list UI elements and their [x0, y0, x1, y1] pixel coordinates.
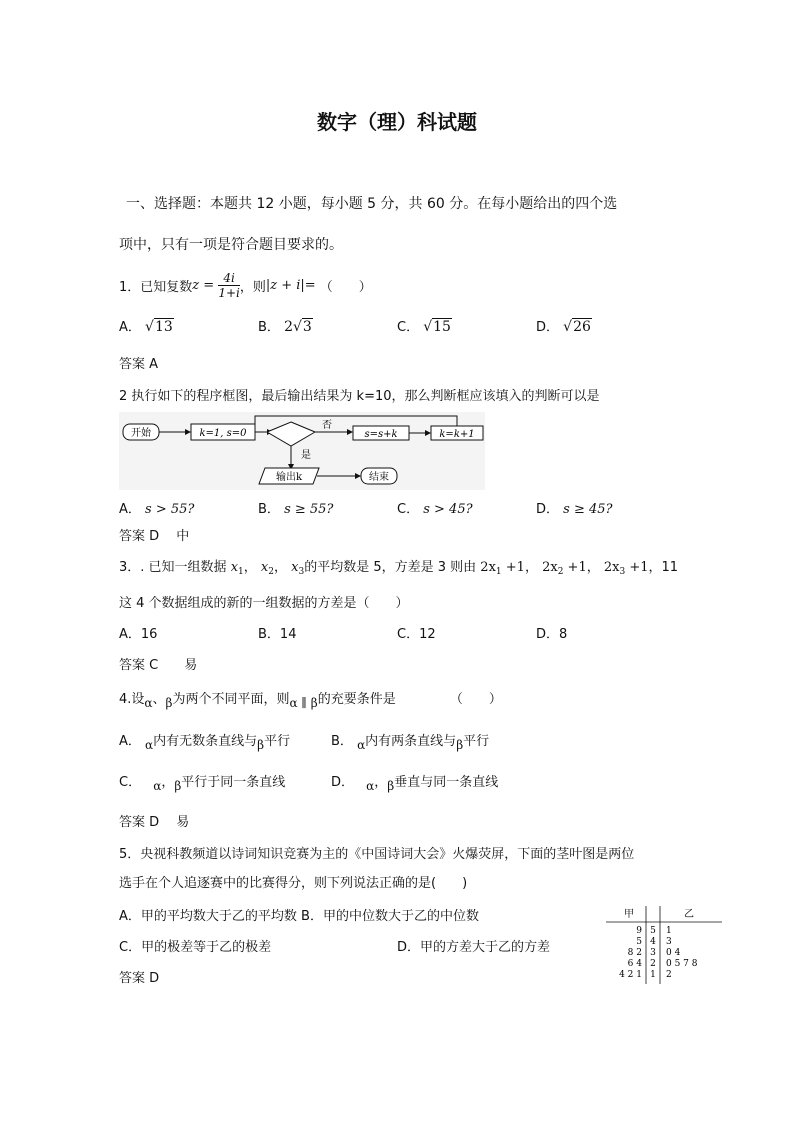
- q5-stem-line1: 5．央视科教频道以诗词知识竞赛为主的《中国诗词大会》火爆荧屏，下面的茎叶图是两位: [119, 847, 635, 862]
- sqrt-expr: √26: [563, 319, 591, 335]
- q4-option-b: B． α内有两条直线与β平行: [331, 734, 490, 752]
- q1-option-d: [536, 316, 592, 335]
- radicand: 3: [302, 319, 312, 335]
- flow-no-label: 否: [322, 420, 332, 431]
- flow-start-label: 开始: [131, 428, 151, 439]
- stem-leaf-left-head: 甲: [624, 909, 634, 920]
- q3-text-tail: ，11: [648, 560, 679, 575]
- q3-stem-line1: 3．. 已知一组数据 $x_1$， $x_2$， $x_3$的平均数是 5，方差是 3 则由 $2x_1 +1$， $2x_2 +1$， $2x_3 +1$，11: [119, 560, 679, 577]
- flow-init-label: k=1, s=0: [199, 428, 247, 439]
- q3-text-1: 3．. 已知一组数据: [119, 560, 227, 575]
- coefficient: 2: [284, 319, 293, 335]
- q4-stem: 4.设α、β为两个不同平面，则α ∥ β的充要条件是 （ ）: [119, 692, 502, 710]
- q5-option-ab: A．甲的平均数大于乙的平均数 B．甲的中位数大于乙的中位数: [119, 909, 479, 924]
- option-label: C．: [397, 320, 420, 335]
- q1-denominator: 1+i: [218, 285, 240, 300]
- option-expr: s > 45?: [423, 502, 473, 517]
- q3-option-c: C．12: [397, 627, 436, 642]
- q1-stem: [119, 268, 372, 302]
- page-title: 数字（理）科试题: [317, 110, 477, 134]
- flow-update-k-label: k=k+1: [439, 429, 475, 440]
- stem-leaf-left-leaves: 8 2: [627, 948, 642, 958]
- q1-abs-expr: |z + i|=: [265, 277, 316, 293]
- q3-option-a: A．16: [119, 627, 158, 642]
- q2-stem: 2 执行如下的程序框图，最后输出结果为 k=10，那么判断框应该填入的判断可以是: [119, 389, 600, 404]
- option-label: B．: [258, 502, 280, 517]
- q2-answer: 答案 D 中: [119, 529, 190, 544]
- q3-answer: 答案 C 易: [119, 658, 198, 673]
- stem-leaf-stem: 5: [650, 926, 656, 936]
- q3-expr-2: $2x_2 +1$: [542, 560, 587, 577]
- q3-x2: $x_2$: [260, 560, 274, 577]
- stem-leaf-right-leaves: 2: [666, 970, 672, 980]
- q5-option-c: C．甲的极差等于乙的极差: [119, 940, 272, 955]
- flow-yes-label: 是: [301, 450, 311, 461]
- stem-leaf-right-leaves: 0 4: [666, 948, 681, 958]
- option-label: B．: [258, 320, 280, 335]
- flow-end-label: 结束: [369, 472, 389, 483]
- q5-answer: 答案 D: [119, 971, 160, 986]
- q4-option-a: A． α内有无数条直线与β平行: [119, 734, 291, 752]
- q2-option-a: [119, 498, 194, 517]
- q1-option-c: [397, 316, 452, 335]
- option-label: A．: [119, 502, 141, 517]
- stem-leaf-stem: 2: [650, 959, 656, 969]
- section-heading-line2: 项中，只有一项是符合题目要求的。: [119, 237, 343, 253]
- q3-expr-3: $2x_3 +1$: [603, 560, 649, 577]
- q2-option-d: [536, 498, 613, 517]
- sqrt-expr: √15: [423, 319, 451, 335]
- q1-z: z: [192, 277, 200, 293]
- q4-answer: 答案 D 易: [119, 815, 190, 830]
- stem-leaf-stem: 4: [650, 937, 656, 947]
- stem-leaf-stem: 3: [650, 948, 656, 958]
- stem-leaf-right-leaves: 3: [666, 937, 672, 947]
- radicand: 13: [154, 319, 173, 335]
- option-label: A．: [119, 320, 141, 335]
- q3-x1: $x_1$: [230, 560, 244, 577]
- sqrt-expr: √13: [145, 319, 173, 335]
- q5-stem-line2: 选手在个人追逐赛中的比赛得分，则下列说法正确的是( ): [119, 876, 468, 891]
- radicand: 15: [433, 319, 451, 335]
- q2-flowchart: [119, 412, 485, 490]
- option-expr: s ≥ 45?: [563, 502, 613, 517]
- q4-option-c: C． α，β平行于同一条直线: [119, 775, 286, 793]
- stem-leaf-right-leaves: 1: [666, 926, 672, 936]
- stem-leaf-stem: 1: [650, 970, 656, 980]
- q1-fraction: [218, 271, 240, 300]
- radicand: 26: [573, 319, 591, 335]
- q3-x3: $x_3$: [291, 560, 305, 577]
- q2-option-c: [397, 498, 473, 517]
- q1-answer: 答案 A: [119, 357, 159, 372]
- stem-leaf-left-leaves: 5: [636, 937, 642, 947]
- q5-option-d: D．甲的方差大于乙的方差: [397, 940, 551, 955]
- stem-leaf-left-leaves: 4 2 1: [619, 970, 642, 980]
- stem-leaf-right-leaves: 0 5 7 8: [666, 959, 698, 969]
- option-label: D．: [536, 502, 560, 517]
- stem-leaf-plot: [604, 904, 728, 988]
- q2-option-b: [258, 498, 333, 517]
- q3-text-2: 的平均数是 5，方差是 3 则由: [304, 560, 477, 575]
- q3-expr-1: $2x_1 +1$: [480, 560, 525, 577]
- q1-prefix: 1．已知复数: [119, 279, 193, 295]
- option-label: D．: [536, 320, 560, 335]
- q1-numerator: 4i: [218, 271, 240, 286]
- q4-option-d: D． α，β垂直与同一条直线: [331, 775, 499, 793]
- q3-option-d: D．8: [536, 627, 568, 642]
- q1-paren: （ ）: [319, 279, 372, 295]
- stem-leaf-right-head: 乙: [684, 909, 694, 920]
- q3-stem-line2: 这 4 个数据组成的新的一组数据的方差是（ ）: [119, 596, 409, 611]
- stem-leaf-left-leaves: 9: [636, 926, 642, 936]
- stem-leaf-rows: [619, 926, 698, 980]
- section-heading-line1: 一、选择题：本题共 12 小题，每小题 5 分，共 60 分。在每小题给出的四个选: [126, 196, 618, 212]
- q1-eq: =: [199, 277, 219, 293]
- flow-update-s-label: s=s+k: [364, 429, 398, 440]
- q1-mid: ，则: [239, 279, 266, 295]
- sqrt-expr: 2√3: [284, 319, 312, 335]
- option-expr: s > 55?: [145, 502, 195, 517]
- stem-leaf-left-leaves: 6 4: [627, 959, 642, 969]
- q3-option-b: B．14: [258, 627, 297, 642]
- q1-option-a: [119, 316, 174, 335]
- option-expr: s ≥ 55?: [284, 502, 334, 517]
- option-label: C．: [397, 502, 420, 517]
- q1-option-b: [258, 316, 313, 335]
- flow-output-label: 输出k: [275, 472, 303, 483]
